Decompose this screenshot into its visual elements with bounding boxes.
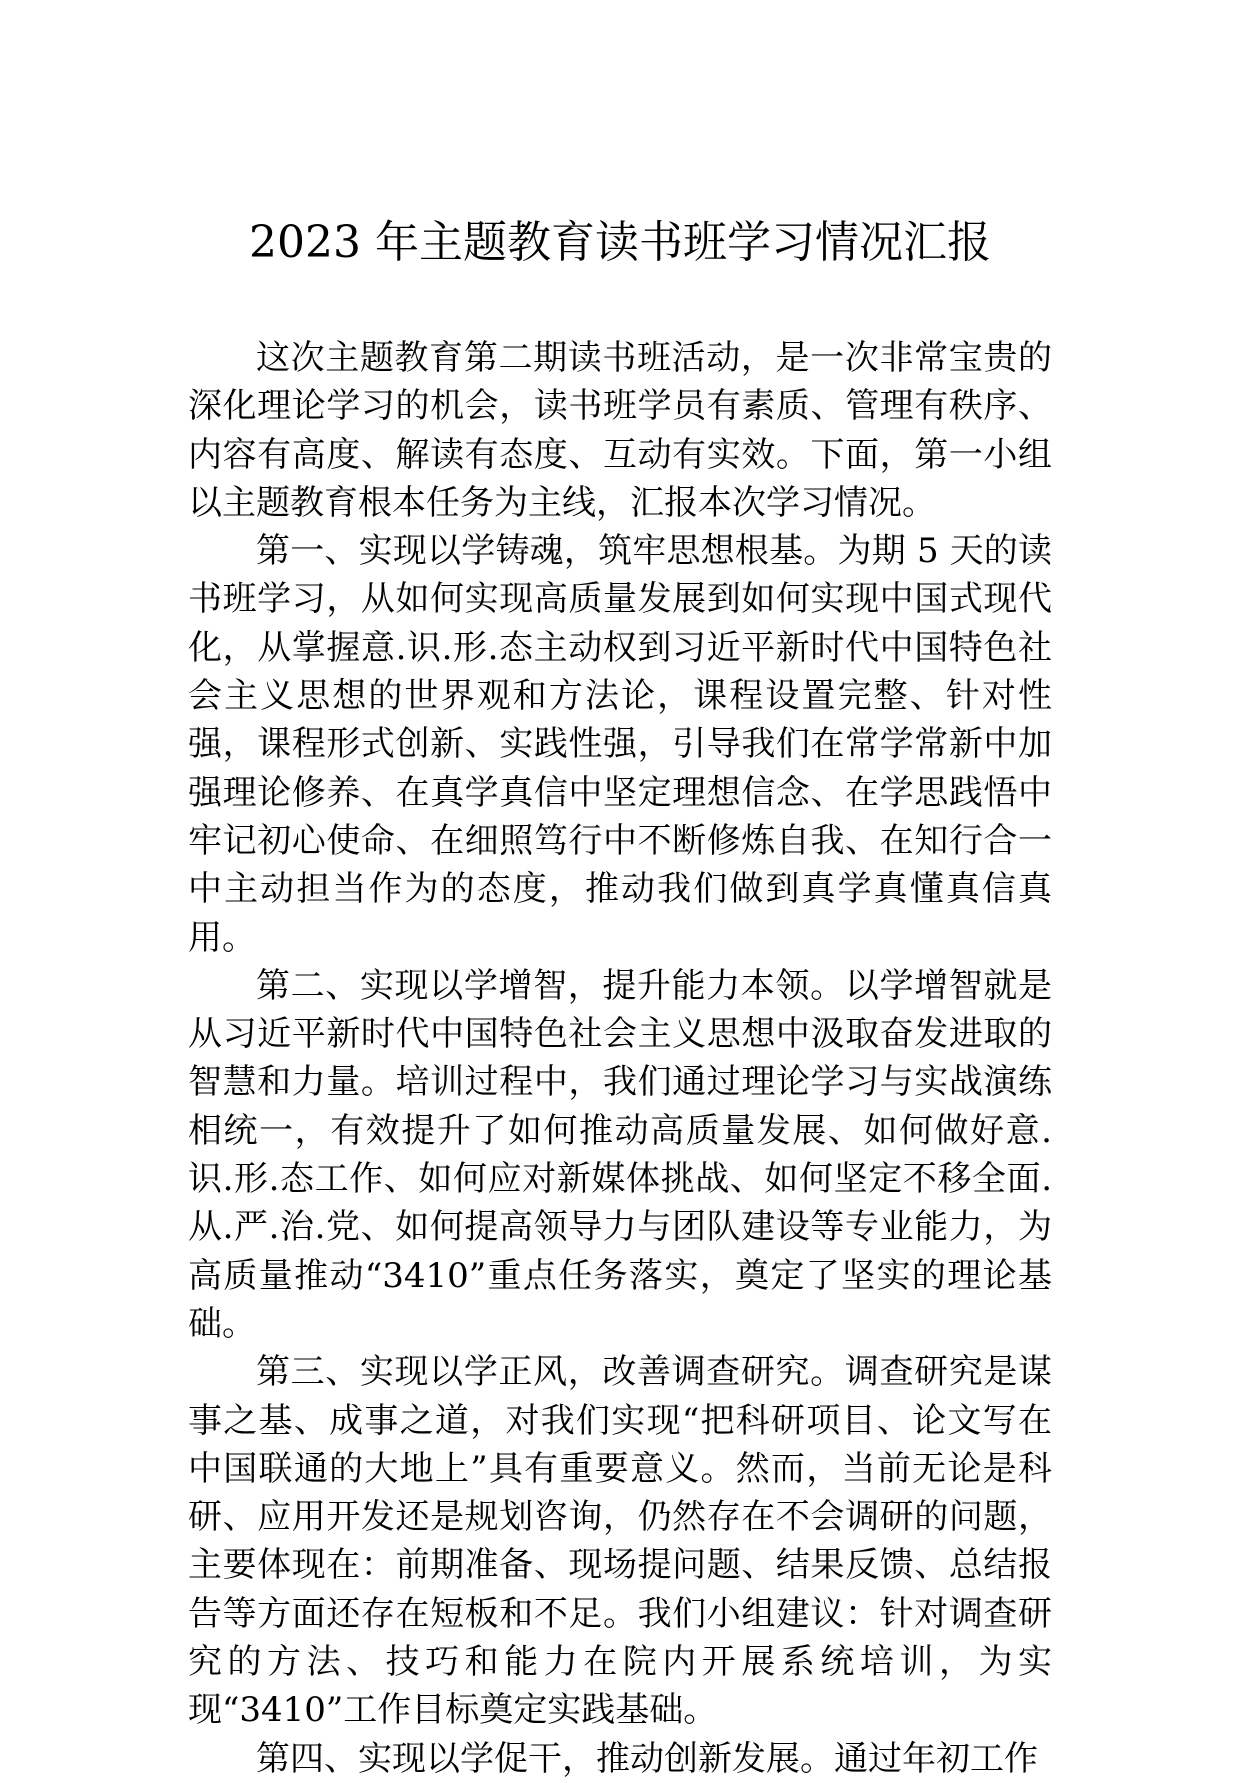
paragraph-text: 这次主题教育第二期读书班活动，是一次非常宝贵的深化理论学习的机会，读书班学员有素质、管理有秩序、内容有高度、解读有态度、互动有实效。下面，第一小组以主题教育根本任务为主线，汇报本次学习情况。 [188, 338, 1052, 523]
paragraph-heading: 第三、实现以学正风，改善调查研究。 [256, 1352, 845, 1393]
paragraph-intro [188, 334, 1052, 527]
document-title: 2023 年主题教育读书班学习情况汇报 [249, 217, 991, 268]
paragraph-third [188, 1348, 1052, 1734]
paragraph-heading: 第一、实现以学铸魂，筑牢思想根基。 [256, 531, 838, 572]
paragraph-second [188, 962, 1052, 1348]
paragraph-first [188, 527, 1052, 962]
paragraph-text: 通过年初工作 [834, 1738, 1038, 1779]
paragraph-heading: 第四、实现以学促干，推动创新发展。 [256, 1738, 834, 1779]
document-body [188, 334, 1052, 1783]
paragraph-heading: 第二、实现以学增智，提升能力本领。 [256, 965, 845, 1006]
paragraph-text: 调查研究是谋事之基、成事之道，对我们实现“把科研项目、论文写在中国联通的大地上”具有重要意义。然而，当前无论是科研、应用开发还是规划咨询，仍然存在不会调研的问题，主要体现在：前期准备、现场提问题、结果反馈、总结报告等方面还存在短板和不足。我们小组建议：针对调查研究的方法、技巧和能力在院内开展系统培训，为实现“3410”工作目标奠定实践基础。 [188, 1352, 1053, 1731]
paragraph-text: 以学增智就是从习近平新时代中国特色社会主义思想中汲取奋发进取的智慧和力量。培训过程中，我们通过理论学习与实战演练相统一，有效提升了如何推动高质量发展、如何做好意.识.形.态工作、如何应对新媒体挑战、如何坚定不移全面.从.严.治.党、如何提高领导力与团队建设等专业能力，为高质量推动“3410”重点任务落实，奠定了坚实的理论基础。 [188, 965, 1053, 1344]
paragraph-text: 为期 5 天的读书班学习，从如何实现高质量发展到如何实现中国式现代化，从掌握意.识.形.态主动权到习近平新时代中国特色社会主义思想的世界观和方法论，课程设置完整、针对性强，课程形式创新、实践性强，引导我们在常学常新中加强理论修养、在真学真信中坚定理想信念、在学思践悟中牢记初心使命、在细照笃行中不断修炼自我、在知行合一中主动担当作为的态度，推动我们做到真学真懂真信真用。 [188, 531, 1053, 958]
paragraph-fourth [188, 1735, 1052, 1783]
